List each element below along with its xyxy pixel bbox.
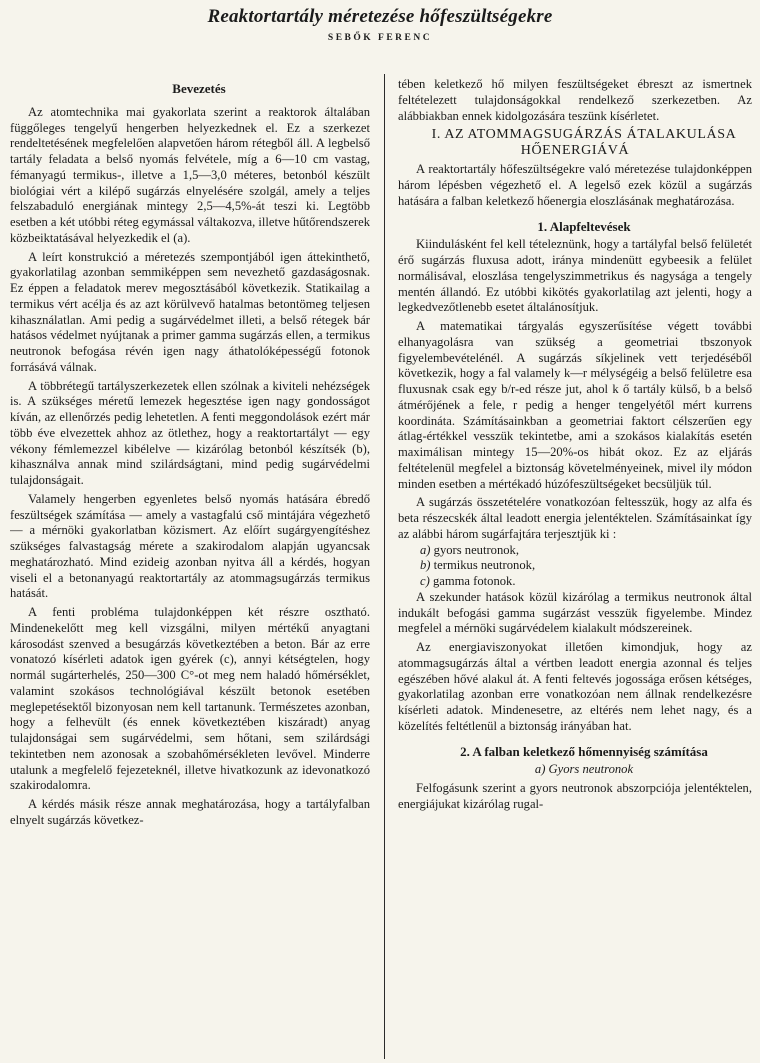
body-paragraph: Kiindulásként fel kell tételeznünk, hogy a tartályfal belső felületét érő sugárzás fluxusa adott, iránya mindenütt egybeesik a felület normálisával, eloszlása tengelyszimmetrikus és nagysága a tengely mentén állandó. Ez utóbbi kikötés gyakorlatilag azt jelenti, hogy a legkedvezőtlenebb esetet általánosítjuk. [398, 237, 752, 315]
list-item: c) gamma fotonok. [420, 574, 516, 588]
article-author: SEBŐK FERENC [327, 33, 433, 43]
body-paragraph: A többrétegű tartályszerkezetek ellen szólnak a kiviteli nehézségek is. A szükséges méretű lemezek hegesztése igen nagy gondosságot kíván, az ellenőrzés pedig lehetetlen. A fenti meggondolások ezért már több éve elvezettek ahhoz az ötlethez, hogy a reaktortartályt — egy vékony fémlemezzel kibélelve — kizárólag betonból készítsék (b), kihasználva annak mind szilárdságtani, mind pedig sugárvédelmi tulajdonságait. [10, 378, 370, 487]
body-paragraph: A fenti probléma tulajdonképpen két részre osztható. Mindenekelőtt meg kell vizsgálni, milyen mértékű anyagtani károsodást szenved a besugárzás következtében a beton. Bár az erre vonatozó kísérleti adatok igen gyérek (c), annyi kétségtelen, hogy normál sugárterhelés, 250—300 C°-ot meg nem haladó hőmérséklet, valamint szokásos technológiával készült betonok esetében meglepetésektől bizonyosan nem kell tartanunk. Természetes azonban, hogy a felhevült (és ennek következtében kiszáradt) anyag tulajdonságai sem sugárvédelmi, sem hőtani, sem szilárdsági tekintetben nem azonosak a szobahőmérsékleten levővel. Minderre utalunk a megfelelő fejezeteknél, illetve hivatkozunk az idevonatkozó szakirodalomra. [10, 605, 370, 793]
body-paragraph: A kérdés másik része annak meghatározása, hogy a tartályfalban elnyelt sugárzás következ- [10, 797, 370, 827]
section-heading-1: I. AZ ATOMMAGSUGÁRZÁS ÁTALAKULÁSA HŐENERGIÁVÁ [431, 127, 737, 159]
body-paragraph-continued: tében keletkező hő milyen feszültségeket ébreszt az ismertnek feltételezett tulajdonságokkal rendelkező szerkezetben. Az alábbiakban ennek kidolgozására teszünk kísérletet. [398, 77, 752, 123]
body-paragraph: A matematikai tárgyalás egyszerűsítése végett további elhanyagolásra van szükség a geometriai tbszonyok figyelembevételénél. A sugárzás síkjelinek vett terjedéséből következik, hogy a fal valamely k—r mélységéig a belső felületre esa fluxusnak csak egy b/r-ed része jut, ahol k ő tartály külső, b a belső átmérőjének a fele, r pedig a henger tengelyétől mért kurrens koordináta. Számításainkban a geometriai faktort célszerűen egy átlag-értékkel vesszük tekintetbe, ami a szokásos kialakítás esetén maximálisan mintegy 15—20%-os hibát okoz. Ez az eljárás feltételenül megfelel a biztonság követelményeinek, mivel ily módon minden esetben a mértékadó húzófeszültségeket becsüljük túl. [398, 319, 752, 491]
right-column [398, 77, 752, 1057]
body-paragraph: Az atomtechnika mai gyakorlata szerint a reaktorok általában függőleges tengelyű hengerben helyezkednek el. Ez a szerkezet rendeltetésének megfelelően alapvetően három rétegből áll. A legbelső tartály feladata a belső nyomás felvétele, míg a 6—10 cm vastag, fémanyagú termikus-, illetve a 1,5—3,0 méteres, betonból készült biológiai vért a kilépő sugárzás elnyelésére szolgál, amely a teljes felszabaduló energiának mintegy 2,5—4,5%-át teszi ki. Legtöbb esetben a két utóbbi réteg egymással váltakozva, illetve hűtőrendszerek közbeiktatásával helyezkedik el (a). [10, 104, 370, 245]
body-paragraph: A reaktortartály hőfeszültségekre való méretezése tulajdonképpen három lépésben végezhető el. A legelső ezek közül a sugárzás hatására a falban keletkező hőenergia eloszlásának meghatározása. [398, 162, 752, 208]
list-item: b) termikus neutronok, [420, 558, 536, 573]
column-divider [384, 74, 385, 1059]
sub-subsection-heading: a) Gyors neutronok [534, 762, 634, 777]
article-title: Reaktortartály méretezése hőfeszültségekre [207, 6, 553, 27]
radiation-list [420, 543, 752, 590]
body-paragraph: Felfogásunk szerint a gyors neutronok abszorpciója jelentéktelen, energiájukat kizárólag rugal- [398, 781, 752, 811]
body-paragraph: A sugárzás összetételére vonatkozóan feltesszük, hogy az alfa és beta részecskék által leadott energia jelentéktelen. Számításainkat így az alábbi három sugárfajtára terjesztjük ki : [398, 495, 752, 541]
list-item: a) gyors neutronok, [420, 542, 520, 557]
subsection-heading-1: 1. Alapfeltevések [537, 218, 631, 234]
section-heading-introduction: Bevezetés [172, 81, 226, 96]
left-column [10, 77, 370, 1057]
body-paragraph: A leírt konstrukció a méretezés szempontjából igen áttekinthető, gyakorlatilag azonban semmiképpen sem nevezhető gazdaságosnak. Ez éppen a feladatok merev megosztásából következik. Statikailag a termikus vért acélja és az azt körülvevő hatalmas betontömeg teljesen kihasználatlan. Ami pedig a sugárvédelmet illeti, a belső rétegek bár hatásos védelmet nyújtanak a primer gamma sugárzás ellen, a termikus neutronok befogása révén igen nagy áthatolóképességű fotonok forrásává válnak. [10, 249, 370, 374]
subsection-heading-2: 2. A falban keletkező hőmennyiség számítása [460, 743, 708, 759]
body-paragraph: Valamely hengerben egyenletes belső nyomás hatására ébredő feszültségek számítása — amely a vastagfalú cső mintájára végezhető — a mérnöki gyakorlatban közismert. Az előírt sugárgyengítéshez szükséges falvastagság mérete a szakirodalom alapján ugyancsak meghatározható. Mind ezideig azonban nyitva áll a kérdés, hogyan viseli el a betonanyagú reaktortartály az atommagsugárzás termikus hatását. [10, 491, 370, 601]
body-paragraph: A szekunder hatások közül kizárólag a termikus neutronok által indukált befogási gamma sugárzást vesszük figyelembe. Mindez megfelel a mérnöki sugárvédelem kialakult módszereinek. [398, 589, 752, 636]
body-paragraph: Az energiaviszonyokat illetően kimondjuk, hogy az atommagsugárzás által a vértben leadott energia azonnal és teljes egészében hővé alakul át. A fenti feltevés jogossága erősen kétséges, gyakorlatilag azonban erre vonatkozóan nem állnak rendelkezésre kísérleti adatok. Mindenesetre, az eltérés nem lehet nagy, és a közelítés feltétlenül a biztonság irányában hat. [398, 640, 752, 733]
